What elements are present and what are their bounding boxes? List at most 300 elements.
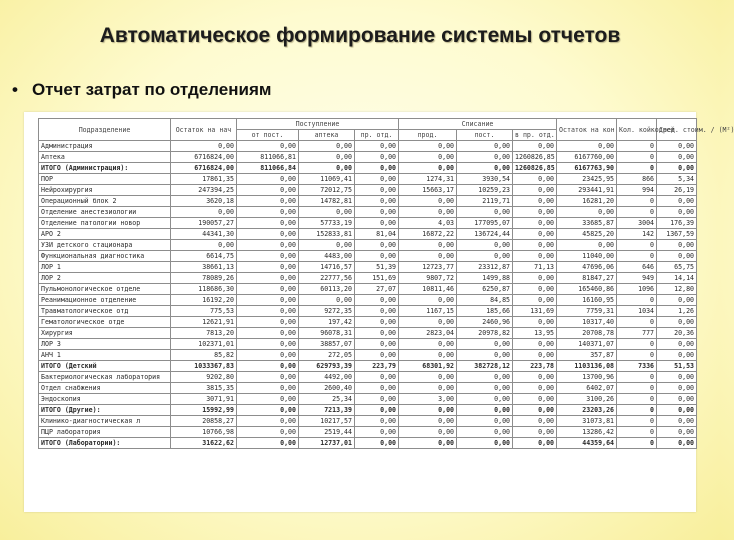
department-cell: Эндоскопия (39, 394, 171, 405)
value-cell: 0,00 (355, 295, 399, 306)
value-cell: 0,00 (299, 163, 355, 174)
department-cell: УЗИ детского стационара (39, 240, 171, 251)
value-cell: 6402,07 (557, 383, 617, 394)
value-cell: 0,00 (171, 240, 237, 251)
value-cell: 13700,96 (557, 372, 617, 383)
value-cell: 0,00 (399, 438, 457, 449)
value-cell: 7336 (617, 361, 657, 372)
bullet-dot: • (12, 80, 18, 99)
value-cell: 0,00 (399, 163, 457, 174)
value-cell: 0,00 (657, 405, 697, 416)
value-cell: 0,00 (399, 317, 457, 328)
value-cell: 0,00 (355, 372, 399, 383)
value-cell: 6167763,90 (557, 163, 617, 174)
value-cell: 23312,87 (457, 262, 513, 273)
value-cell: 0,00 (513, 196, 557, 207)
value-cell: 0,00 (299, 207, 355, 218)
value-cell: 0 (617, 207, 657, 218)
department-cell: ИТОГО (Лаборатории): (39, 438, 171, 449)
value-cell: 0,00 (355, 317, 399, 328)
value-cell: 15663,17 (399, 185, 457, 196)
value-cell: 0,00 (237, 317, 299, 328)
table-row (39, 262, 697, 273)
value-cell: 0,00 (457, 438, 513, 449)
value-cell: 0,00 (237, 328, 299, 339)
value-cell: 0,00 (513, 174, 557, 185)
value-cell: 1499,88 (457, 273, 513, 284)
department-cell: Аптека (39, 152, 171, 163)
value-cell: 0,00 (657, 207, 697, 218)
value-cell: 131,69 (513, 306, 557, 317)
table-row (39, 350, 697, 361)
value-cell: 0,00 (355, 174, 399, 185)
value-cell: 14,14 (657, 273, 697, 284)
value-cell: 0,00 (237, 394, 299, 405)
department-cell: АНЧ 1 (39, 350, 171, 361)
value-cell: 118686,30 (171, 284, 237, 295)
value-cell: 33685,87 (557, 218, 617, 229)
department-cell: ЛОР 3 (39, 339, 171, 350)
value-cell: 3930,54 (457, 174, 513, 185)
value-cell: 0,00 (657, 383, 697, 394)
value-cell: 140371,07 (557, 339, 617, 350)
value-cell: 0,00 (399, 350, 457, 361)
value-cell: 0,00 (355, 152, 399, 163)
value-cell: 0 (617, 196, 657, 207)
value-cell: 0,00 (657, 438, 697, 449)
value-cell: 0,00 (171, 207, 237, 218)
value-cell: 0,00 (237, 427, 299, 438)
value-cell: 0,00 (457, 383, 513, 394)
value-cell: 0,00 (513, 438, 557, 449)
value-cell: 72012,75 (299, 185, 355, 196)
value-cell: 0,00 (237, 141, 299, 152)
table-row (39, 185, 697, 196)
table-row (39, 284, 697, 295)
value-cell: 0,00 (399, 405, 457, 416)
value-cell: 0,00 (513, 273, 557, 284)
value-cell: 16160,95 (557, 295, 617, 306)
value-cell: 1103136,08 (557, 361, 617, 372)
col-balance-start-header: Остаток на нач (171, 119, 237, 141)
table-row (39, 174, 697, 185)
value-cell: 13,95 (513, 328, 557, 339)
table-row (39, 141, 697, 152)
value-cell: 197,42 (299, 317, 355, 328)
value-cell: 31073,81 (557, 416, 617, 427)
value-cell: 0,00 (355, 163, 399, 174)
value-cell: 0,00 (399, 141, 457, 152)
table-row (39, 229, 697, 240)
value-cell: 0,00 (513, 405, 557, 416)
department-cell: Отделение патологии новор (39, 218, 171, 229)
value-cell: 51,39 (355, 262, 399, 273)
value-cell: 0,00 (513, 383, 557, 394)
value-cell: 0,00 (355, 339, 399, 350)
value-cell: 15992,99 (171, 405, 237, 416)
value-cell: 9807,72 (399, 273, 457, 284)
value-cell: 0 (617, 141, 657, 152)
value-cell: 0,00 (657, 152, 697, 163)
value-cell: 0,00 (355, 251, 399, 262)
value-cell: 85,82 (171, 350, 237, 361)
department-cell: Отдел снабжения (39, 383, 171, 394)
value-cell: 0 (617, 295, 657, 306)
value-cell: 136724,44 (457, 229, 513, 240)
value-cell: 4492,00 (299, 372, 355, 383)
department-cell: АРО 2 (39, 229, 171, 240)
value-cell: 0,00 (513, 240, 557, 251)
value-cell: 51,53 (657, 361, 697, 372)
value-cell: 190057,27 (171, 218, 237, 229)
value-cell: 0 (617, 317, 657, 328)
value-cell: 0,00 (657, 317, 697, 328)
value-cell: 811066,81 (237, 152, 299, 163)
value-cell: 151,69 (355, 273, 399, 284)
value-cell: 1167,15 (399, 306, 457, 317)
value-cell: 2600,40 (299, 383, 355, 394)
department-cell: Пульмонологическое отделе (39, 284, 171, 295)
value-cell: 71,13 (513, 262, 557, 273)
value-cell: 12723,77 (399, 262, 457, 273)
value-cell: 2823,04 (399, 328, 457, 339)
table-row (39, 339, 697, 350)
department-cell: ЛОР 2 (39, 273, 171, 284)
value-cell: 23425,95 (557, 174, 617, 185)
value-cell: 382728,12 (457, 361, 513, 372)
value-cell: 16872,22 (399, 229, 457, 240)
value-cell: 14782,81 (299, 196, 355, 207)
value-cell: 223,79 (355, 361, 399, 372)
value-cell: 0,00 (399, 416, 457, 427)
value-cell: 0,00 (237, 240, 299, 251)
value-cell: 0,00 (237, 218, 299, 229)
col-sub-header: аптека (299, 130, 355, 141)
value-cell: 6716824,00 (171, 163, 237, 174)
value-cell: 0 (617, 416, 657, 427)
col-balance-end-header: Остаток на кон (557, 119, 617, 141)
table-row (39, 295, 697, 306)
table-row (39, 218, 697, 229)
table-row (39, 394, 697, 405)
value-cell: 0,00 (355, 416, 399, 427)
col-bed-days-header: Кол. койкодней (617, 119, 657, 141)
value-cell: 27,07 (355, 284, 399, 295)
value-cell: 57733,19 (299, 218, 355, 229)
value-cell: 102371,01 (171, 339, 237, 350)
value-cell: 68301,92 (399, 361, 457, 372)
value-cell: 811066,84 (237, 163, 299, 174)
value-cell: 0 (617, 405, 657, 416)
value-cell: 81847,27 (557, 273, 617, 284)
value-cell: 223,78 (513, 361, 557, 372)
value-cell: 949 (617, 273, 657, 284)
department-cell: Травматологическое отд (39, 306, 171, 317)
value-cell: 0,00 (355, 438, 399, 449)
value-cell: 25,34 (299, 394, 355, 405)
value-cell: 0,00 (355, 394, 399, 405)
table-row (39, 196, 697, 207)
value-cell: 0,00 (237, 361, 299, 372)
value-cell: 0,00 (513, 251, 557, 262)
table-total-row (39, 361, 697, 372)
value-cell: 0,00 (399, 251, 457, 262)
value-cell: 3071,91 (171, 394, 237, 405)
value-cell: 0,00 (457, 427, 513, 438)
value-cell: 0,00 (513, 185, 557, 196)
value-cell: 0 (617, 383, 657, 394)
report-document (24, 112, 734, 512)
value-cell: 0,00 (237, 185, 299, 196)
department-cell: ПЦР лаборатория (39, 427, 171, 438)
department-cell: ИТОГО (Другие): (39, 405, 171, 416)
value-cell: 0 (617, 438, 657, 449)
value-cell: 0,00 (513, 350, 557, 361)
value-cell: 0,00 (457, 163, 513, 174)
value-cell: 10811,46 (399, 284, 457, 295)
value-cell: 0,00 (457, 339, 513, 350)
department-cell: Нейрохирургия (39, 185, 171, 196)
value-cell: 44359,64 (557, 438, 617, 449)
value-cell: 0,00 (299, 240, 355, 251)
value-cell: 177095,07 (457, 218, 513, 229)
table-total-row (39, 405, 697, 416)
value-cell: 13286,42 (557, 427, 617, 438)
value-cell: 20708,78 (557, 328, 617, 339)
value-cell: 994 (617, 185, 657, 196)
value-cell: 0,00 (299, 141, 355, 152)
value-cell: 0,00 (657, 372, 697, 383)
value-cell: 2519,44 (299, 427, 355, 438)
value-cell: 0,00 (355, 185, 399, 196)
value-cell: 0,00 (557, 240, 617, 251)
value-cell: 0,00 (299, 152, 355, 163)
value-cell: 866 (617, 174, 657, 185)
value-cell: 0,00 (657, 339, 697, 350)
value-cell: 0,00 (457, 240, 513, 251)
value-cell: 60113,20 (299, 284, 355, 295)
department-cell: Гематологическое отде (39, 317, 171, 328)
value-cell: 0,00 (399, 207, 457, 218)
value-cell: 0,00 (237, 273, 299, 284)
value-cell: 0,00 (513, 339, 557, 350)
value-cell: 0,00 (237, 229, 299, 240)
value-cell: 0,00 (457, 152, 513, 163)
value-cell: 0,00 (513, 295, 557, 306)
value-cell: 1260826,85 (513, 152, 557, 163)
value-cell: 0,00 (399, 383, 457, 394)
value-cell: 0,00 (457, 372, 513, 383)
value-cell: 44341,30 (171, 229, 237, 240)
table-row (39, 207, 697, 218)
value-cell: 0,00 (457, 141, 513, 152)
value-cell: 11069,41 (299, 174, 355, 185)
department-cell: Клинико-диагностическая л (39, 416, 171, 427)
value-cell: 0,00 (399, 372, 457, 383)
department-cell: ЛОР 1 (39, 262, 171, 273)
department-cell: Хирургия (39, 328, 171, 339)
value-cell: 0,00 (457, 251, 513, 262)
value-cell: 185,66 (457, 306, 513, 317)
value-cell: 0,00 (513, 394, 557, 405)
value-cell: 7759,31 (557, 306, 617, 317)
value-cell: 0,00 (237, 207, 299, 218)
col-sub-header: от пост. (237, 130, 299, 141)
table-row (39, 317, 697, 328)
value-cell: 20858,27 (171, 416, 237, 427)
value-cell: 17861,35 (171, 174, 237, 185)
value-cell: 357,87 (557, 350, 617, 361)
value-cell: 0,00 (237, 339, 299, 350)
value-cell: 9272,35 (299, 306, 355, 317)
value-cell: 0 (617, 394, 657, 405)
value-cell: 1,26 (657, 306, 697, 317)
value-cell: 0 (617, 240, 657, 251)
value-cell: 9202,80 (171, 372, 237, 383)
department-cell: ПОР (39, 174, 171, 185)
value-cell: 0,00 (237, 438, 299, 449)
value-cell: 0,00 (399, 339, 457, 350)
value-cell: 0,00 (355, 218, 399, 229)
value-cell: 142 (617, 229, 657, 240)
col-sub-header: пост. (457, 130, 513, 141)
value-cell: 0,00 (457, 207, 513, 218)
value-cell: 0,00 (657, 251, 697, 262)
value-cell: 0,00 (657, 350, 697, 361)
value-cell: 3620,18 (171, 196, 237, 207)
value-cell: 176,39 (657, 218, 697, 229)
value-cell: 0 (617, 350, 657, 361)
value-cell: 0,00 (457, 394, 513, 405)
value-cell: 0 (617, 152, 657, 163)
value-cell: 20978,82 (457, 328, 513, 339)
value-cell: 0,00 (237, 416, 299, 427)
table-row (39, 383, 697, 394)
value-cell: 81,04 (355, 229, 399, 240)
value-cell: 0,00 (457, 405, 513, 416)
cost-report-table (38, 118, 734, 449)
value-cell: 1033367,83 (171, 361, 237, 372)
department-cell: Операционный блок 2 (39, 196, 171, 207)
value-cell: 0,00 (657, 141, 697, 152)
table-row (39, 251, 697, 262)
value-cell: 0,00 (399, 427, 457, 438)
value-cell: 38661,13 (171, 262, 237, 273)
department-cell: Администрация (39, 141, 171, 152)
value-cell: 0 (617, 372, 657, 383)
table-row (39, 416, 697, 427)
value-cell: 11040,00 (557, 251, 617, 262)
value-cell: 10217,57 (299, 416, 355, 427)
value-cell: 0,00 (457, 416, 513, 427)
value-cell: 47696,06 (557, 262, 617, 273)
value-cell: 0,00 (513, 372, 557, 383)
value-cell: 0,00 (657, 196, 697, 207)
value-cell: 0,00 (237, 405, 299, 416)
value-cell: 646 (617, 262, 657, 273)
table-row (39, 328, 697, 339)
value-cell: 26,19 (657, 185, 697, 196)
value-cell: 31622,62 (171, 438, 237, 449)
value-cell: 0,00 (557, 141, 617, 152)
col-sub-header: пр. отд. (355, 130, 399, 141)
value-cell: 0,00 (513, 229, 557, 240)
value-cell: 0,00 (237, 284, 299, 295)
value-cell: 0,00 (457, 350, 513, 361)
value-cell: 16192,20 (171, 295, 237, 306)
value-cell: 0,00 (355, 240, 399, 251)
value-cell: 629793,39 (299, 361, 355, 372)
value-cell: 0,00 (657, 394, 697, 405)
col-sub-header: в пр. отд. (513, 130, 557, 141)
value-cell: 0,00 (237, 350, 299, 361)
value-cell: 0,00 (237, 306, 299, 317)
value-cell: 20,36 (657, 328, 697, 339)
department-cell: ИТОГО (Администрация): (39, 163, 171, 174)
table-row (39, 240, 697, 251)
value-cell: 0,00 (513, 284, 557, 295)
value-cell: 22777,56 (299, 273, 355, 284)
value-cell: 10317,40 (557, 317, 617, 328)
value-cell: 23203,26 (557, 405, 617, 416)
value-cell: 45825,20 (557, 229, 617, 240)
value-cell: 12621,91 (171, 317, 237, 328)
value-cell: 0,00 (513, 218, 557, 229)
value-cell: 0,00 (355, 405, 399, 416)
value-cell: 152833,81 (299, 229, 355, 240)
value-cell: 6250,87 (457, 284, 513, 295)
value-cell: 0,00 (237, 251, 299, 262)
value-cell: 38857,07 (299, 339, 355, 350)
value-cell: 0,00 (237, 295, 299, 306)
value-cell: 0,00 (237, 174, 299, 185)
header-row-top (39, 119, 697, 130)
value-cell: 4483,00 (299, 251, 355, 262)
value-cell: 0,00 (557, 207, 617, 218)
value-cell: 1260826,85 (513, 163, 557, 174)
value-cell: 65,75 (657, 262, 697, 273)
value-cell: 78089,26 (171, 273, 237, 284)
col-income-header: Поступление (237, 119, 399, 130)
department-cell: Реанимационное отделение (39, 295, 171, 306)
value-cell: 1274,31 (399, 174, 457, 185)
value-cell: 0,00 (513, 207, 557, 218)
slide-title: Автоматическое формирование системы отчетов (99, 24, 621, 47)
value-cell: 96078,31 (299, 328, 355, 339)
value-cell: 0 (617, 427, 657, 438)
value-cell: 247394,25 (171, 185, 237, 196)
col-sub-header: прод. (399, 130, 457, 141)
value-cell: 0,00 (513, 427, 557, 438)
value-cell: 7813,20 (171, 328, 237, 339)
department-cell: ИТОГО (Детский (39, 361, 171, 372)
value-cell: 12737,01 (299, 438, 355, 449)
value-cell: 0,00 (355, 383, 399, 394)
value-cell: 1096 (617, 284, 657, 295)
bullet-text: Отчет затрат по отделениям (31, 80, 272, 99)
value-cell: 84,85 (457, 295, 513, 306)
value-cell: 4,03 (399, 218, 457, 229)
value-cell: 0,00 (355, 328, 399, 339)
value-cell: 10259,23 (457, 185, 513, 196)
value-cell: 14716,57 (299, 262, 355, 273)
department-cell: Функциональная диагностика (39, 251, 171, 262)
value-cell: 7213,39 (299, 405, 355, 416)
value-cell: 10766,98 (171, 427, 237, 438)
value-cell: 16281,20 (557, 196, 617, 207)
value-cell: 0,00 (399, 152, 457, 163)
value-cell: 1034 (617, 306, 657, 317)
